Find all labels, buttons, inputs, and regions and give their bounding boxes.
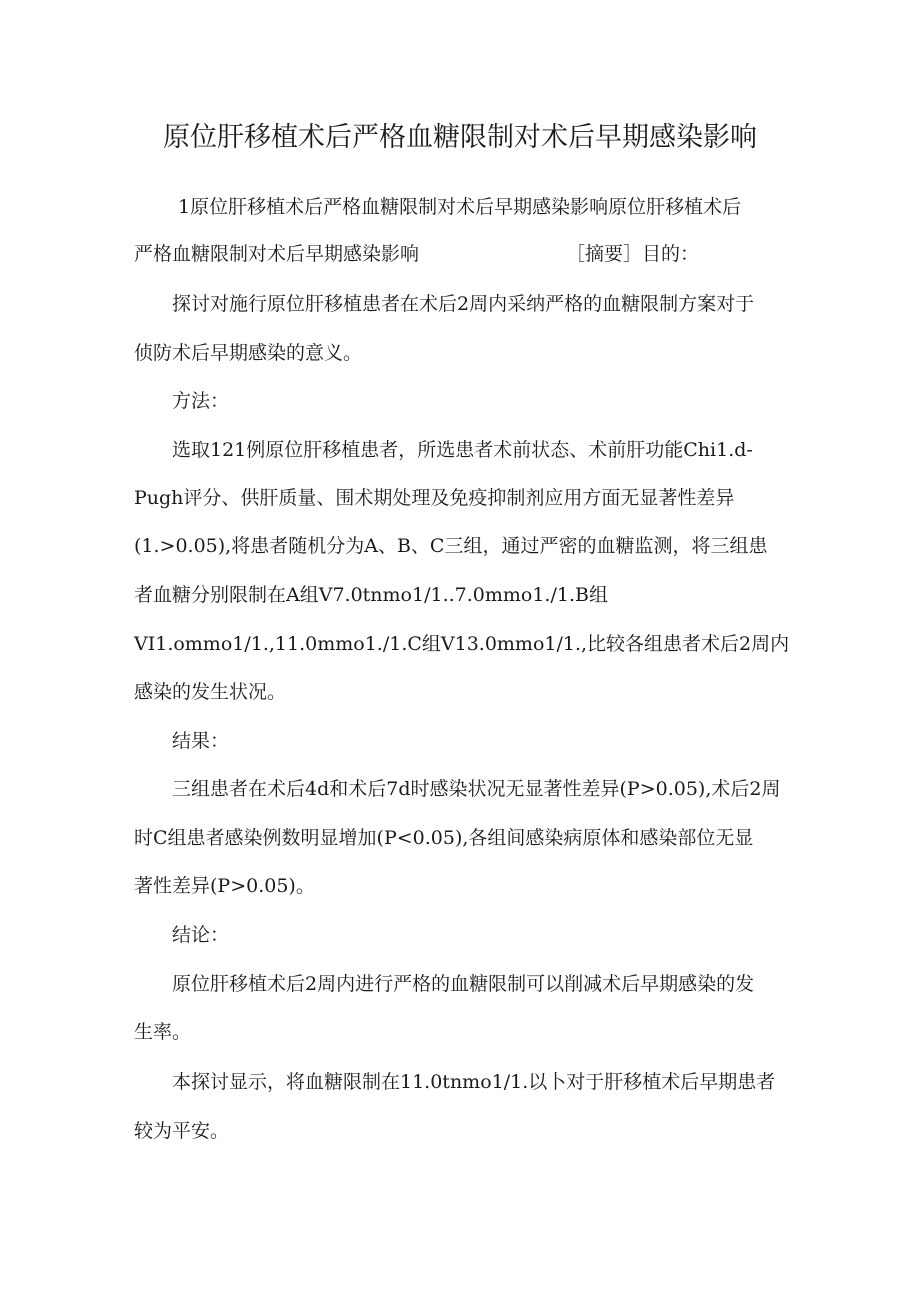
methods-line-1: 选取121例原位肝移植患者，所选患者术前状态、术前肝功能Chi1.d- [172,439,753,461]
conclusion-extra-line-2: 较为平安。 [134,1120,230,1142]
objective-line-1: 探讨对施行原位肝移植患者在术后2周内采纳严格的血糖限制方案对于 [172,293,755,315]
methods-line-5: VI1.ommo1/1.,11.0mmo1./1.C组V13.0mmo1/1.,比较各组患者术后2周内 [134,633,790,655]
methods-heading: 方法： [172,390,230,412]
methods-line-4: 者血糖分别限制在A组V7.0tnmo1/1..7.0mmo1./1.B组 [134,584,608,606]
conclusion-extra-line-1: 本探讨显示，将血糖限制在11.0tnmo1/1.以卜对于肝移植术后早期患者 [172,1071,776,1093]
methods-line-3: (1.>0.05),将患者随机分为A、B、C三组，通过严密的血糖监测，将三组患 [134,535,768,557]
methods-line-6: 感染的发生状况。 [134,681,287,703]
objective-line-2: 侦防术后早期感染的意义。 [134,342,363,364]
results-line-3: 著性差异(P>0.05)。 [134,875,315,897]
conclusion-heading: 结论： [172,924,230,946]
results-heading: 结果： [172,730,230,752]
results-line-2: 时C组患者感染例数明显增加(P<0.05),各组间感染病原体和感染部位无显 [134,827,754,849]
intro-line-1: 1原位肝移植术后严格血糖限制对术后早期感染影响原位肝移植术后 [178,196,742,218]
conclusion-line-2: 生率。 [134,1021,192,1043]
results-line-1: 三组患者在术后4d和术后7d时感染状况无显著性差异(P>0.05),术后2周 [172,778,781,800]
methods-line-2: Pugh评分、供肝质量、围术期处理及免疫抑制剂应用方面无显著性差异 [134,487,735,509]
document-title: 原位肝移植术后严格血糖限制对术后早期感染影响 [163,122,757,153]
intro-line-2: 严格血糖限制对术后早期感染影响 [134,243,420,265]
conclusion-line-1: 原位肝移植术后2周内进行严格的血糖限制可以削减术后早期感染的发 [172,973,755,995]
abstract-label: ［摘要］目的： [566,243,700,265]
